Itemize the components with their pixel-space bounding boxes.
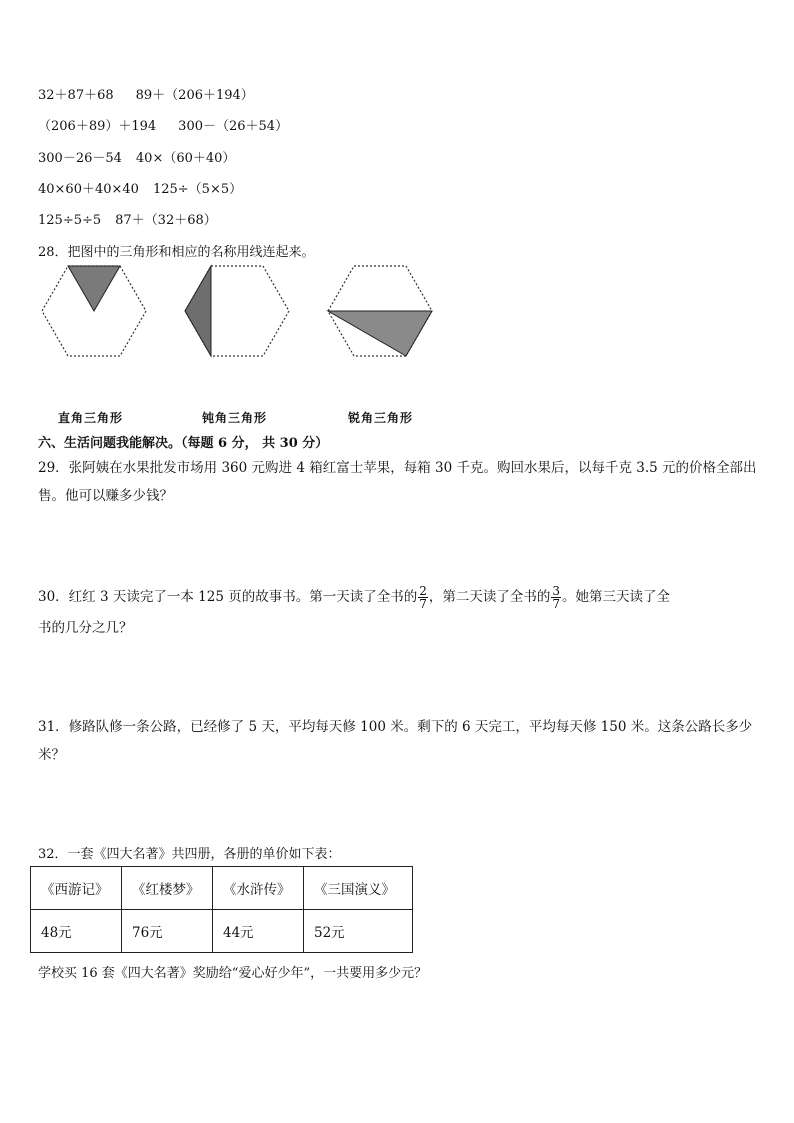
- q28-text: 28．把图中的三角形和相应的名称用线连起来。: [38, 245, 315, 260]
- q31-line-2: 米？: [38, 747, 65, 763]
- calc-expr: 125÷5÷5: [38, 213, 102, 228]
- calc-expr: 40×（60＋40）: [135, 151, 236, 166]
- q29-text: [38, 454, 760, 510]
- table-cell-price: 48元: [31, 910, 122, 953]
- label-right-triangle: 直角三角形: [58, 411, 124, 425]
- table-cell-title: 《西游记》: [31, 867, 122, 910]
- table-cell-price: 44元: [213, 910, 304, 953]
- q30-part-3: 。她第三天读了全: [561, 589, 670, 605]
- q32-question: 学校买 16 套《四大名著》奖励给“爱心好少年”，一共要用多少元？: [38, 966, 428, 981]
- table-row: [31, 867, 413, 910]
- q31-line-1: 31．修路队修一条公路，已经修了 5 天，平均每天修 100 米。剩下的 6 天完工，平均每天修 150 米。这条公路长多少: [38, 719, 753, 735]
- table-cell-title: 《红楼梦》: [122, 867, 213, 910]
- q29-line-2: 售。他可以赚多少钱？: [38, 488, 173, 504]
- section-heading: 六、生活问题我能解决。（每题 6 分， 共 30 分）: [38, 436, 329, 451]
- q30-part-2: ，第二天读了全书的: [428, 589, 551, 605]
- q30-part-1: 30．红红 3 天读完了一本 125 页的故事书。第一天读了全书的: [38, 589, 418, 605]
- table-cell-title: 《水浒传》: [213, 867, 304, 910]
- table-cell-price: 52元: [304, 910, 413, 953]
- calc-expr: 89＋（206＋194）: [135, 88, 254, 103]
- calc-row-2: [38, 115, 288, 134]
- calc-expr: 300－26－54: [38, 151, 122, 166]
- calc-expr: 87＋（32＋68）: [115, 213, 217, 228]
- fraction-denominator: 7: [552, 597, 560, 611]
- calc-expr: 300－（26＋54）: [178, 119, 289, 134]
- fraction-denominator: 7: [419, 597, 427, 611]
- table-row: [31, 910, 413, 953]
- q30-text: [38, 580, 760, 642]
- fraction-three-sevenths: [551, 585, 561, 610]
- table-cell-title: 《三国演义》: [304, 867, 413, 910]
- calc-row-5: [38, 209, 217, 228]
- q32-intro: 32．一套《四大名著》共四册，各册的单价如下表：: [38, 847, 341, 862]
- calc-row-1: [38, 84, 254, 103]
- calc-expr: 125÷（5×5）: [152, 182, 243, 197]
- q31-text: [38, 713, 760, 769]
- book-price-table: [30, 866, 413, 953]
- hexagon-figure-2: [183, 264, 291, 358]
- q30-line-1: [38, 580, 760, 614]
- table-cell-price: 76元: [122, 910, 213, 953]
- hexagon-figure-1: [40, 264, 148, 358]
- calc-expr: （206＋89）＋194: [38, 119, 157, 134]
- fraction-numerator: 2: [419, 584, 427, 598]
- q29-line-1: 29．张阿姨在水果批发市场用 360 元购进 4 箱红富士苹果，每箱 30 千克。购回水果后，以每千克 3.5 元的价格全部出: [38, 460, 757, 476]
- label-obtuse-triangle: 钝角三角形: [202, 411, 268, 425]
- calc-row-4: [38, 178, 242, 197]
- label-acute-triangle: 锐角三角形: [348, 411, 414, 425]
- calc-row-3: [38, 147, 235, 166]
- fraction-two-sevenths: [418, 585, 428, 610]
- q30-line-2: 书的几分之几？: [38, 620, 133, 636]
- calc-expr: 32＋87＋68: [38, 88, 114, 103]
- hexagon-figure-3: [326, 264, 434, 358]
- calc-expr: 40×60＋40×40: [38, 182, 139, 197]
- fraction-numerator: 3: [552, 584, 560, 598]
